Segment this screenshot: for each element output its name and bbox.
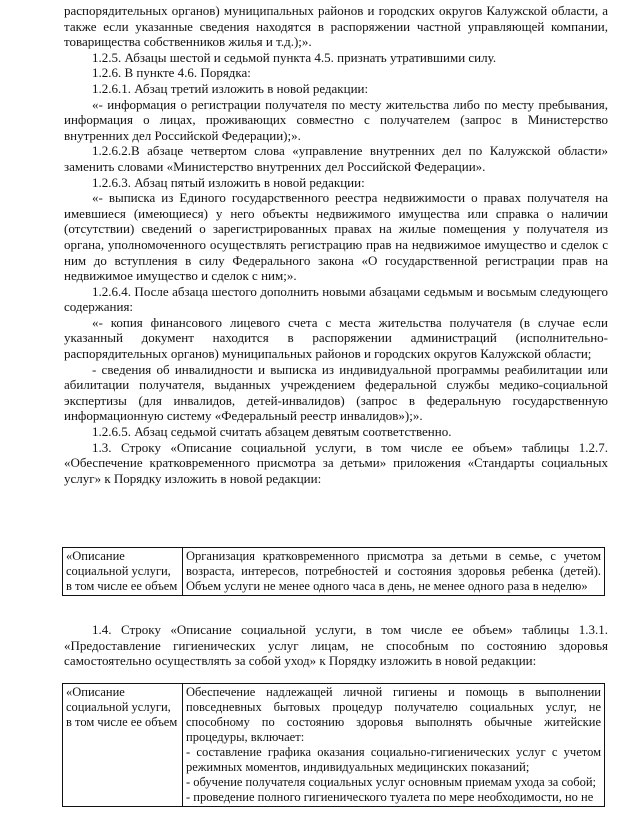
paragraph: 1.2.6.1. Абзац третий изложить в новой редакции:	[92, 80, 369, 96]
paragraph: 1.2.6. В пункте 4.6. Порядка:	[92, 65, 251, 81]
paragraph: - сведения об инвалидности и выписка из индивидуальной программы реабилитации или абилитации получателя, выданных учреждением федеральной службы медико-социальной экспертизы (для инвалидов, детей-инвалидов) (запрос в федеральную государственную информационную систему «Федеральный реестр инвалидов»);».	[64, 361, 608, 424]
paragraph: 1.2.6.4. После абзаца шестого дополнить новыми абзацами седьмым и восьмым следующего содержания:	[64, 283, 608, 315]
paragraph: распорядительных органов) муниципальных районов и городских округов Калужской области, а также если указанные сведения находятся в распоряжении частной управляющей компании, товарищества собственников жилья и т.д.);».	[64, 3, 608, 50]
paragraph: 1.2.5. Абзацы шестой и седьмой пункта 4.5. признать утратившими силу.	[92, 49, 497, 65]
cell-line: - проведение полного гигиенического туалета по мере необходимости, но не	[186, 790, 594, 804]
paragraph: «- копия финансового лицевого счета с места жительства получателя (в случае если указанный документ находится в распоряжении администраций (исполнительно-распорядительных органов) муниципальных районов и городских округов Калужской области;	[64, 314, 608, 362]
paragraph: 1.4. Строку «Описание социальной услуги, в том числе ее объем» таблицы 1.3.1. «Предоставление гигиенических услуг лицам, не способным по состоянию здоровья самостоятельно осуществлять за собой уход» к Порядку изложить в новой редакции:	[64, 622, 608, 669]
paragraph: 1.2.6.2.В абзаце четвертом слова «управление внутренних дел по Калужской области» заменить словами «Министерство внутренних дел Российской Федерации».	[64, 143, 608, 174]
paragraph: 1.3. Строку «Описание социальной услуги, в том числе ее объем» таблицы 1.2.7. «Обеспечение кратковременного присмотра за детьми» приложения «Стандарты социальных услуг» к Порядку изложить в новой редакции:	[64, 439, 608, 486]
table-row	[63, 548, 605, 596]
paragraph: 1.2.6.3. Абзац пятый изложить в новой редакции:	[92, 174, 365, 190]
cell-line: - составление графика оказания социально-гигиенических услуг с учетом режимных моментов, индивидуальных медицинских показаний;	[186, 745, 601, 774]
service-description-table-2	[62, 683, 605, 807]
cell-line: Обеспечение надлежащей личной гигиены и помощь в выполнении повседневных бытовых процедур получателю социальных услуг, не способному по состоянию здоровья выполнять обычные житейские процедуры, включает:	[186, 685, 601, 744]
table-cell-label: «Описание социальной услуги, в том числе ее объем	[63, 684, 183, 807]
table-cell-content: Организация кратковременного присмотра за детьми в семье, с учетом возраста, интересов, потребностей и состояния здоровья ребенка (детей). Объем услуги не менее одного часа в день, не менее одного раза в неделю»	[183, 548, 605, 596]
table-row	[63, 684, 605, 807]
cell-line: - обучение получателя социальных услуг основным приемам ухода за собой;	[186, 775, 597, 789]
document-text-mid	[64, 622, 608, 669]
paragraph: 1.2.6.5. Абзац седьмой считать абзацем девятым соответственно.	[92, 424, 452, 440]
document-text-top	[64, 3, 608, 486]
table-cell-label: «Описание социальной услуги, в том числе ее объем	[63, 548, 183, 596]
paragraph: «- информация о регистрации получателя по месту жительства либо по месту пребывания, информация о лицах, проживающих совместно с получателем (запрос в Министерство внутренних дел Российской Федерации);».	[64, 96, 608, 143]
service-description-table-1	[62, 547, 605, 596]
paragraph: «- выписка из Единого государственного реестра недвижимости о правах получателя на имевшиеся (имеющиеся) у него объекты недвижимого имущества или справка о наличии (отсутствии) сведений о зарегистрированных правах на жилые помещения у получателя из органа, уполномоченного осуществлять регистрацию прав на недвижимое имущество и сделок с ним до вступления в силу Федерального закона «О государственной регистрации прав на недвижимое имущество и сделок с ним;».	[64, 190, 608, 284]
table-cell-content	[183, 684, 605, 807]
